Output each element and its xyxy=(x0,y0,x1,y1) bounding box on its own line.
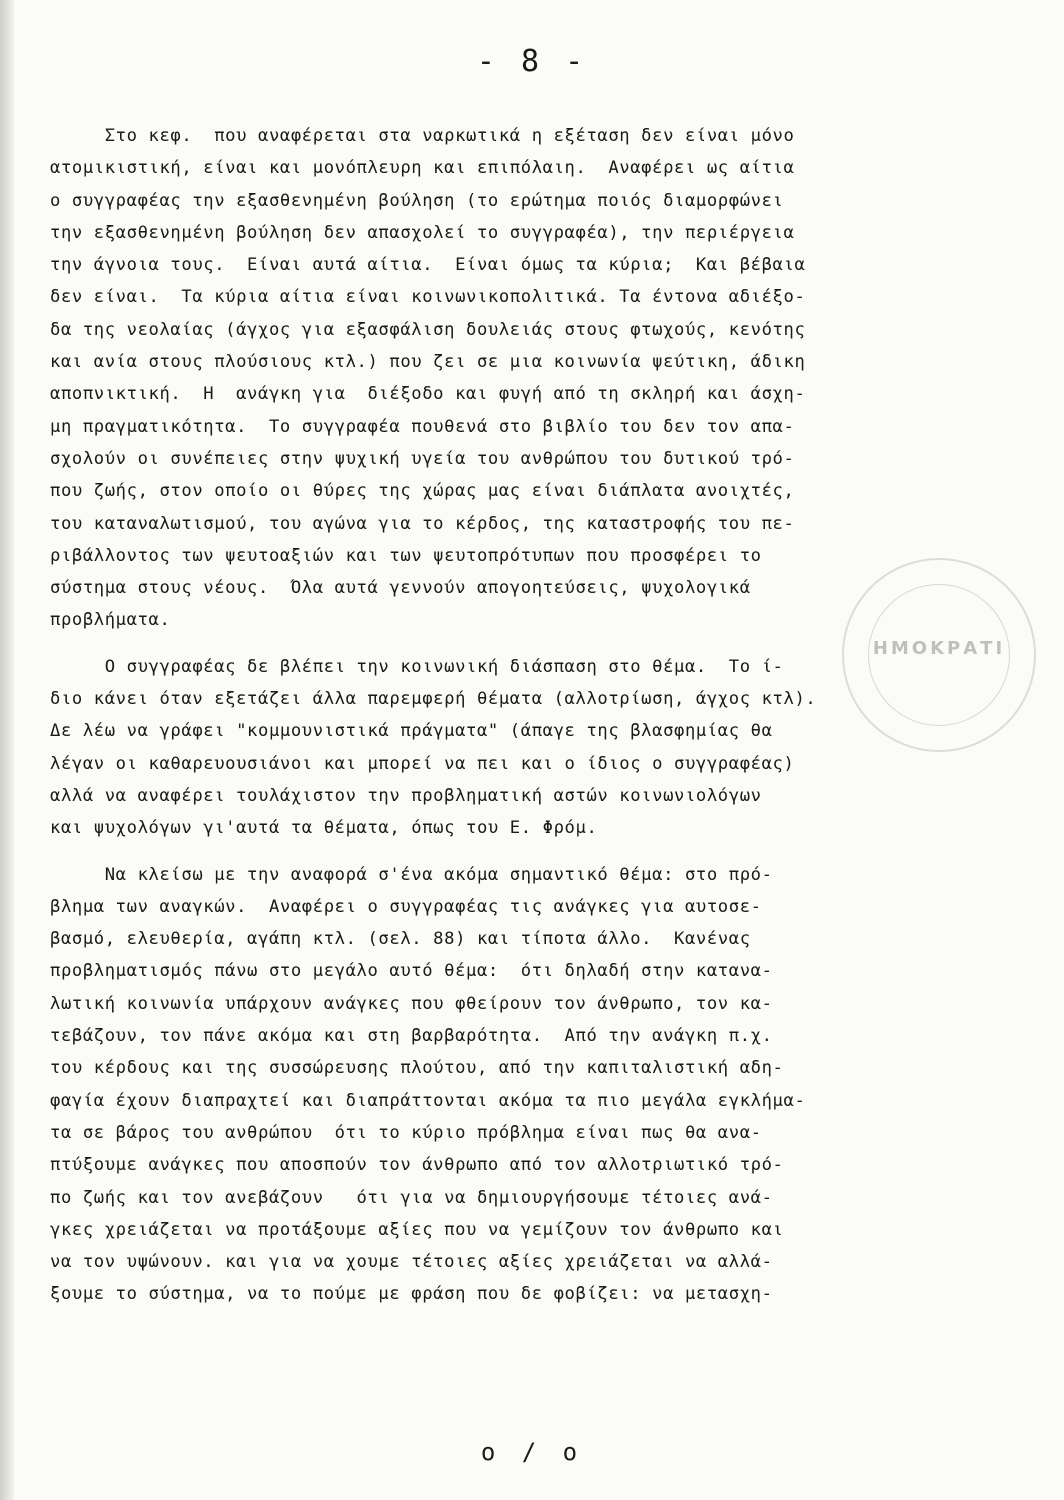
text-line: του κέρδους και της συσσώρευσης πλούτου, από την καπιταλιστική αδη- xyxy=(50,1058,784,1079)
text-line: ριβάλλοντος των ψευτοαξιών και των ψευτοπρότυπων που προσφέρει το xyxy=(50,545,762,566)
text-line: βλημα των αναγκών. Αναφέρει ο συγγραφέας τις ανάγκες για αυτοσε- xyxy=(50,896,762,917)
text-line: Ο συγγραφέας δε βλέπει την κοινωνική διάσπαση στο θέμα. Το ί- xyxy=(50,656,784,677)
text-line: αποπνικτική. Η ανάγκη για διέξοδο και φυγή από τη σκληρή και άσχη- xyxy=(50,384,806,405)
text-line: και ανία στους πλούσιους κτλ.) που ζει σε μια κοινωνία ψεύτικη, άδικη xyxy=(50,352,806,373)
text-line: δεν είναι. Τα κύρια αίτια είναι κοινωνικοπολιτικά. Τα έντονα αδιέξο- xyxy=(50,287,806,308)
text-line: την άγνοια τους. Είναι αυτά αίτια. Είναι όμως τα κύρια; Και βέβαια xyxy=(50,255,806,276)
text-line: αλλά να αναφέρει τουλάχιστον την προβληματική αστών κοινωνιολόγων xyxy=(50,785,762,806)
text-line: πο ζωής και τον ανεβάζουν ότι για να δημιουργήσουμε τέτοιες ανά- xyxy=(50,1187,773,1208)
text-line: φαγία έχουν διαπραχτεί και διαπράττονται ακόμα τα πιο μεγάλα εγκλήμα- xyxy=(50,1090,806,1111)
text-line: που ζωής, στον οποίο οι θύρες της χώρας μας είναι διάπλατα ανοιχτές, xyxy=(50,481,795,502)
text-line: μη πραγματικότητα. Το συγγραφέα πουθενά στο βιβλίο του δεν τον απα- xyxy=(50,416,795,437)
text-line: σύστημα στους νέους. Όλα αυτά γεννούν απογοητεύσεις, ψυχολογικά xyxy=(50,578,751,599)
text-line: του καταναλωτισμού, του αγώνα για το κέρδος, της καταστροφής του πε- xyxy=(50,513,795,534)
paragraph-3 xyxy=(50,859,1050,1311)
circular-stamp xyxy=(842,558,1036,752)
text-line: προβληματισμός πάνω στο μεγάλο αυτό θέμα: ότι δηλαδή στην κατανα- xyxy=(50,961,773,982)
text-line: ξουμε το σύστημα, να το πούμε με φράση που δε φοβίζει: να μετασχη- xyxy=(50,1284,773,1305)
text-line: γκες χρειάζεται να προτάξουμε αξίες που να γεμίζουν τον άνθρωπο και xyxy=(50,1219,784,1240)
page-edge-shadow xyxy=(0,0,14,1500)
text-line: ατομικιστική, είναι και μονόπλευρη και επιπόλαιη. Αναφέρει ως αίτια xyxy=(50,158,795,179)
text-line: λωτική κοινωνία υπάρχουν ανάγκες που φθείρουν τον άνθρωπο, τον κα- xyxy=(50,993,773,1014)
page-number: - 8 - xyxy=(476,44,588,79)
stamp-text: ΗΜΟΚΡΑΤΙ xyxy=(872,638,1006,659)
text-line: πτύξουμε ανάγκες που αποσπούν τον άνθρωπο από τον αλλοτριωτικό τρό- xyxy=(50,1155,784,1176)
text-line: ο συγγραφέας την εξασθενημένη βούληση (το ερώτημα ποιός διαμορφώνει xyxy=(50,190,784,211)
text-line: να τον υψώνουν. και για να χουμε τέτοιες αξίες χρειάζεται να αλλά- xyxy=(50,1252,773,1273)
text-line: τα σε βάρος του ανθρώπου ότι το κύριο πρόβλημα είναι πως θα ανα- xyxy=(50,1122,762,1143)
text-line: βασμό, ελευθερία, αγάπη κτλ. (σελ. 88) και τίποτα άλλο. Κανένας xyxy=(50,929,751,950)
text-line: λέγαν οι καθαρευουσιάνοι και μπορεί να πει και ο ίδιος ο συγγραφέας) xyxy=(50,753,795,774)
text-line: προβλήματα. xyxy=(50,610,171,631)
text-line: σχολούν οι συνέπειες στην ψυχική υγεία του ανθρώπου του δυτικού τρό- xyxy=(50,448,795,469)
continuation-mark: ο / ο xyxy=(480,1438,584,1466)
text-line: την εξασθενημένη βούληση δεν απασχολεί το συγγραφέα), την περιέργεια xyxy=(50,222,795,243)
text-line: Στο κεφ. που αναφέρεται στα ναρκωτικά η εξέταση δεν είναι μόνο xyxy=(50,126,795,146)
text-line: δα της νεολαίας (άγχος για εξασφάλιση δουλειάς στους φτωχούς, κενότης xyxy=(50,319,806,340)
paragraph-1 xyxy=(50,120,1050,637)
text-line: Δε λέω να γράφει "κομμουνιστικά πράγματα" (άπαγε της βλασφημίας θα xyxy=(50,721,773,742)
text-line: τεβάζουν, τον πάνε ακόμα και στη βαρβαρότητα. Από την ανάγκη π.χ. xyxy=(50,1026,773,1047)
text-line: και ψυχολόγων γι'αυτά τα θέματα, όπως του Ε. Φρόμ. xyxy=(50,818,598,839)
text-line: Να κλείσω με την αναφορά σ'ένα ακόμα σημαντικό θέμα: στο πρό- xyxy=(50,864,773,885)
text-line: διο κάνει όταν εξετάζει άλλα παρεμφερή θέματα (αλλοτρίωση, άγχος κτλ). xyxy=(50,689,817,710)
